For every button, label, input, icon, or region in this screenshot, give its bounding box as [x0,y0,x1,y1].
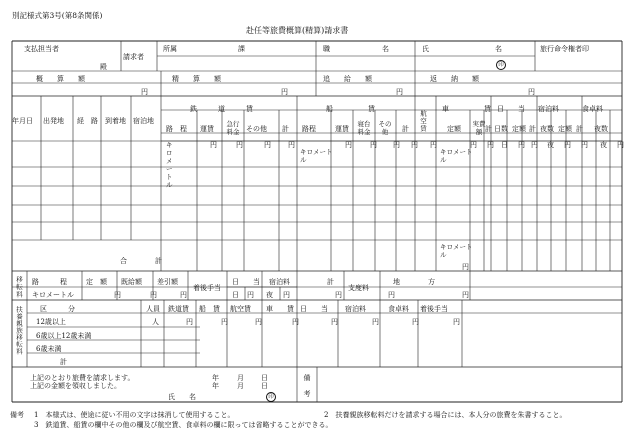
meal-unit: 夜 [600,141,607,149]
notes-label: 備考 [10,411,24,419]
total-yen: 円 [462,263,469,271]
footer-nen2: 年 [212,382,219,390]
family-ninzu: 人員 [146,305,160,313]
rail-yen3: 円 [264,141,271,149]
rail-yen4: 円 [288,141,295,149]
seal-mark: 印 [496,60,506,70]
footer-seal: 印 [266,392,276,402]
approver-seal-label: 旅行命令権者印 [540,45,589,53]
family-row-2: 6歳以上12歳未満 [36,332,92,340]
family-yen6: 円 [372,318,379,326]
transfer-stay: 宿泊料 [269,278,290,286]
ship-col-fare: 運賃 [335,125,349,133]
transfer-kei: 計 [327,278,334,286]
transfer-yen4: 円 [247,291,254,299]
footer-nen1: 年 [212,374,219,382]
rail-col-other: その他 [246,125,267,133]
footer-tsuki1: 月 [237,374,244,382]
transfer-yen7: 円 [388,291,395,299]
footer-hi1: 日 [261,374,268,382]
ship-km-unit: キロメートル [300,148,333,164]
rail-group: 鉄 道 賃 [190,105,253,113]
meal-group: 食卓料 [582,105,603,113]
hennou-label: 返 納 額 [430,75,479,83]
note-2: 2 扶養親族移転料だけを請求する場合には、本人分の旅費を朱書すること。 [324,411,567,419]
transfer-night: 夜 [266,291,273,299]
transfer-yen6: 円 [335,291,342,299]
rail-yen1: 円 [210,141,217,149]
meal-col-nights: 夜数 [594,125,608,133]
gaisan-yen: 円 [141,88,148,96]
claimant-label: 請求者 [123,53,144,61]
family-yen1: 円 [186,318,193,326]
family-yen8: 円 [453,318,460,326]
col-date: 年月日 [12,117,33,125]
col-route: 経 路 [77,117,98,125]
ship-col-bed: 寝台料金 [357,120,371,136]
col-stay: 宿泊地 [133,117,154,125]
note-3: 3 鉄道賃、船賃の欄中その他の欄及び航空賃、食卓料の欄に限っては省略することができる。 [34,421,333,429]
tsuikyu-label: 追 給 額 [323,75,372,83]
hennou-yen: 円 [528,88,535,96]
family-kubun: 区 分 [40,305,75,313]
rail-col-fare: 運賃 [200,125,214,133]
night-yen1: 円 [564,141,571,149]
note-1: 1 本様式は、使途に従い不用の文字は抹消して使用すること。 [34,411,235,419]
gaisan-label: 概 算 額 [36,75,85,83]
transfer-route: 路 程 [32,278,67,286]
footer-claim: 上記のとおり旅費を請求します。 [30,374,135,382]
transfer-nichito: 日 当 [232,278,260,286]
post-label: 職 [323,45,330,53]
grand-total-label: 合 計 [120,257,162,265]
day-col-fixed: 定額 [512,125,526,133]
night-yen2: 円 [581,141,588,149]
family-nin: 人 [152,318,159,326]
ship-col-route: 路程 [302,125,316,133]
seisan-yen: 円 [281,88,288,96]
payer-label: 支払担当者 [24,45,59,53]
air-yen: 円 [430,141,437,149]
rail-col-route: 路 程 [166,125,187,133]
transfer-yen1: 円 [114,291,121,299]
transfer-diff: 差引額 [157,278,178,286]
tsuikyu-yen: 円 [396,88,403,96]
family-row-total: 計 [60,358,67,366]
ship-group: 船 賃 [326,105,375,113]
family-meal: 食卓料 [388,305,409,313]
family-yen7: 円 [412,318,419,326]
footer-hi2: 日 [261,382,268,390]
ship-col-total: 計 [402,125,409,133]
transfer-arrival: 着後手当 [193,284,221,292]
transfer-chiho: 地 方 [393,278,435,286]
dept-ka: 課 [238,45,245,53]
stayfee-group: 宿泊料 [538,105,559,113]
transfer-yen5: 円 [283,291,290,299]
family-yen3: 円 [255,318,262,326]
seisan-label: 精 算 額 [172,75,221,83]
car-col-actual: 実費額 [472,120,486,136]
page-title: 赴任等旅費概算(精算)請求書 [246,26,349,35]
transfer-yen8: 円 [462,291,469,299]
nichito-group: 日 当 [497,105,525,113]
footer-tsuki2: 月 [237,382,244,390]
car-group: 車 賃 [442,105,491,113]
form-number: 別記様式第3号(第8条関係) [12,11,103,20]
rail-km-unit: キロメートル [166,141,173,189]
rail-col-total: 計 [282,125,289,133]
night-col-total: 計 [576,125,583,133]
family-arrival: 着後手当 [420,305,448,313]
ship-yen1: 円 [345,141,352,149]
night-col-fixed: 定額 [558,125,572,133]
transfer-yen2: 円 [150,291,157,299]
family-ship: 船 賃 [199,305,220,313]
day-col-total: 計 [529,125,536,133]
family-yen4: 円 [292,318,299,326]
col-depart: 出発地 [43,117,64,125]
footer-biko: 備 考 [303,374,311,398]
family-row-3: 6歳未満 [36,345,62,353]
family-air: 航空賃 [230,305,251,313]
ship-yen2: 円 [370,141,377,149]
transfer-side: 移転料 [15,276,23,299]
family-side: 扶養親族移転料 [15,306,23,355]
air-group: 航空賃 [419,110,427,133]
car-col-total: 計 [485,125,492,133]
night-unit: 夜 [547,141,554,149]
family-car: 車 賃 [266,305,294,313]
family-stay: 宿泊料 [345,305,366,313]
ship-yen3: 円 [393,141,400,149]
family-rail: 鉄道賃 [168,305,189,313]
family-yen2: 円 [221,318,228,326]
transfer-fixed-x: 既給額 [121,278,142,286]
col-arrive: 到着地 [105,117,126,125]
car-yen2: 円 [487,141,494,149]
payer-suffix: 殿 [100,63,107,71]
car-yen1: 円 [470,141,477,149]
car-col-fixed: 定額 [447,125,461,133]
day-yen2: 円 [531,141,538,149]
day-unit: 日 [501,141,508,149]
footer-receipt: 上記の金額を領収しました。 [30,382,121,390]
rail-yen2: 円 [236,141,243,149]
transfer-yen3: 円 [180,291,187,299]
transfer-shitaku: 支度料 [348,284,369,292]
car-km-unit: キロメートル [440,148,473,164]
rail-col-express: 急行料金 [226,120,240,136]
footer-shimei: 氏 名 [168,393,196,401]
meal-yen: 円 [617,141,624,149]
transfer-km: キロメートル [32,291,74,299]
dept-label: 所属 [163,45,177,53]
ship-col-other: その他 [378,120,392,136]
name-label: 氏 [422,45,429,53]
day-yen1: 円 [518,141,525,149]
day-col-days: 日数 [494,125,508,133]
transfer-day: 日 [232,291,239,299]
family-yen5: 円 [331,318,338,326]
transfer-fixed: 定 額 [86,278,107,286]
total-km: キロメートル [440,243,473,259]
family-row-1: 12歳以上 [36,318,66,326]
post-mei: 名 [382,45,389,53]
family-nichito: 日 当 [300,305,328,313]
night-col-nights: 夜数 [540,125,554,133]
ship-yen4: 円 [411,141,418,149]
name-mei: 名 [495,45,502,53]
